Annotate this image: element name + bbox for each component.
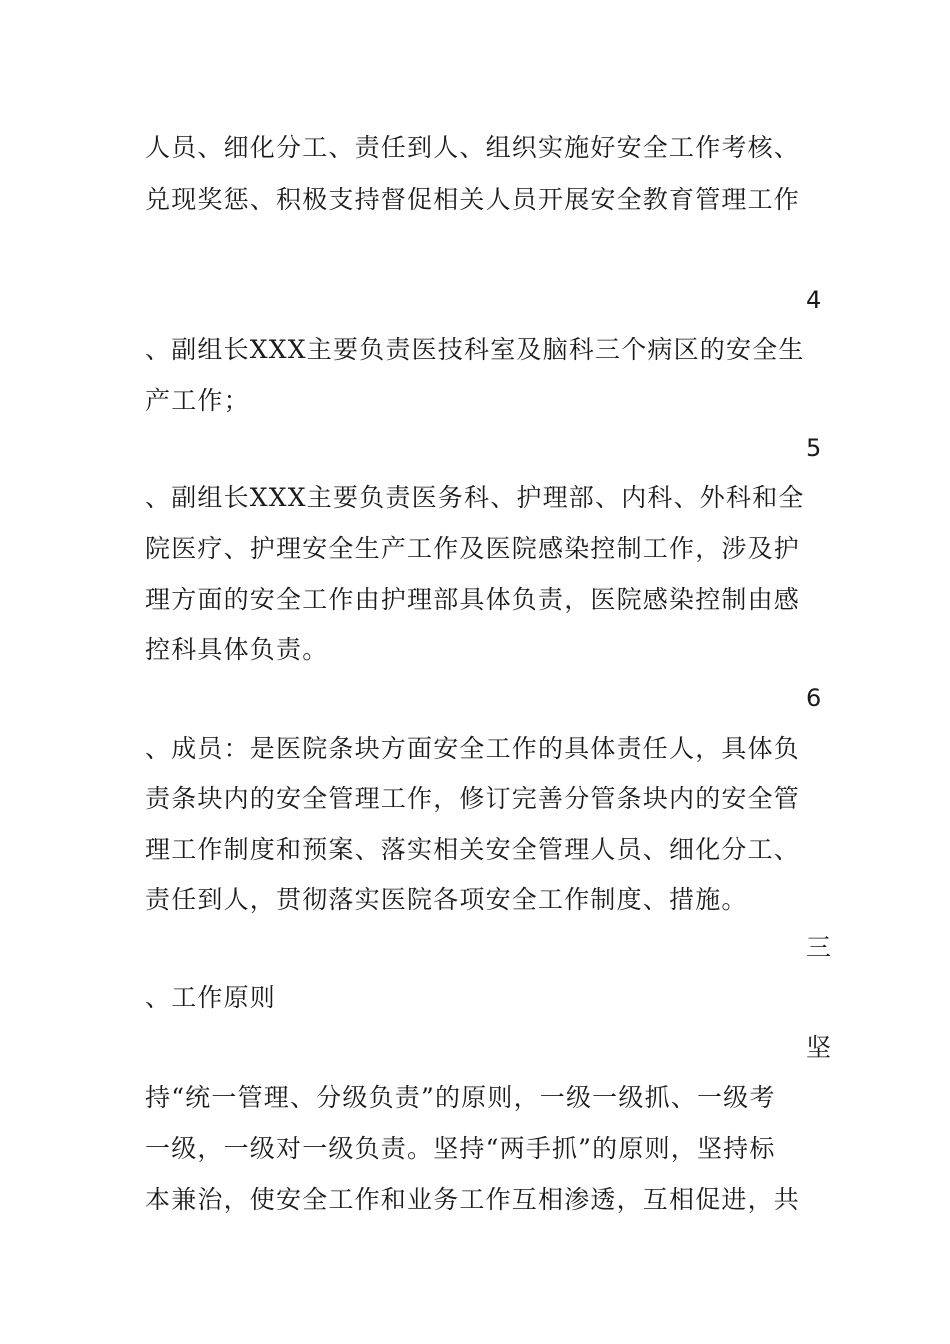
item-6-line-1: 、成员：是医院条块方面安全工作的具体责任人，具体负 bbox=[145, 734, 801, 763]
item-4-line-1: 、副组长XXX主要负责医技科室及脑科三个病区的安全生 bbox=[145, 335, 805, 364]
section-3-number: 三 bbox=[806, 933, 832, 962]
intro-line-2: 兑现奖惩、积极支持督促相关人员开展安全教育管理工作 bbox=[145, 185, 801, 214]
intro-line-1: 人员、细化分工、责任到人、组织实施好安全工作考核、 bbox=[145, 133, 801, 162]
item-6-number: 6 bbox=[806, 684, 822, 712]
principle-line-3: 本兼治，使安全工作和业务工作互相渗透，互相促进，共 bbox=[145, 1185, 801, 1214]
item-5-line-1: 、副组长XXX主要负责医务科、护理部、内科、外科和全 bbox=[145, 483, 805, 512]
item-5-line-4: 控科具体负责。 bbox=[145, 635, 329, 664]
principle-first-char: 坚 bbox=[806, 1033, 832, 1062]
principle-line-1: 持“统一管理、分级负责”的原则，一级一级抓、一级考 bbox=[145, 1083, 776, 1112]
item-6-line-2: 责条块内的安全管理工作，修订完善分管条块内的安全管 bbox=[145, 784, 801, 813]
item-4-line-2: 产工作； bbox=[145, 386, 250, 415]
item-6-line-3: 理工作制度和预案、落实相关安全管理人员、细化分工、 bbox=[145, 835, 801, 864]
section-3-heading: 、工作原则 bbox=[145, 983, 277, 1012]
item-5-number: 5 bbox=[806, 434, 822, 462]
item-4-number: 4 bbox=[806, 286, 822, 314]
item-5-line-3: 理方面的安全工作由护理部具体负责，医院感染控制由感 bbox=[145, 585, 801, 614]
item-5-line-2: 院医疗、护理安全生产工作及医院感染控制工作，涉及护 bbox=[145, 534, 801, 563]
item-6-line-4: 责任到人，贯彻落实医院各项安全工作制度、措施。 bbox=[145, 885, 748, 914]
principle-line-2: 一级，一级对一级负责。坚持“两手抓”的原则，坚持标 bbox=[145, 1134, 776, 1163]
